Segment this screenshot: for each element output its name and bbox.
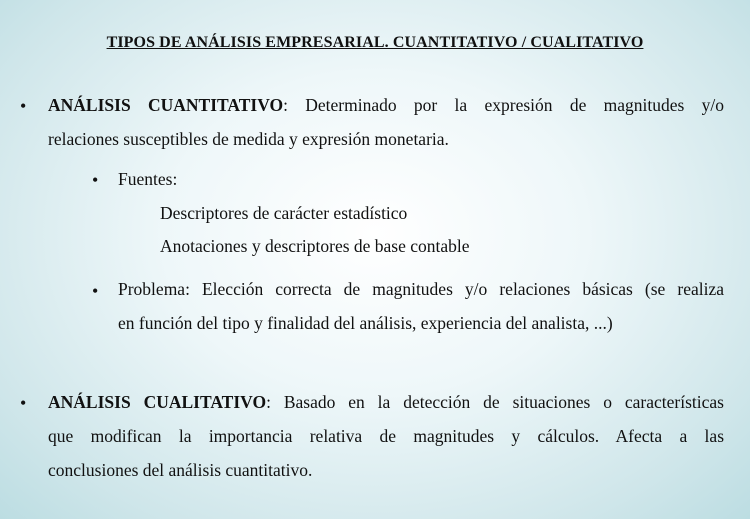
- problema-line-2: en función del tipo y finalidad del análisis, experiencia del analista, ...): [118, 313, 613, 333]
- fuentes-item: Descriptores de carácter estadístico: [160, 203, 408, 223]
- fuentes-item: Anotaciones y descriptores de base contable: [160, 236, 470, 256]
- bullet-cualitativo: •: [20, 393, 27, 413]
- fuentes-label: Fuentes:: [118, 169, 178, 189]
- cuantitativo-heading: ANÁLISIS CUANTITATIVO: [48, 95, 284, 115]
- bullet-problema: •: [92, 281, 99, 301]
- bullet-fuentes: •: [92, 170, 99, 190]
- cuantitativo-line-1: ANÁLISIS CUANTITATIVO: Determinado por la expresión de magnitudes y/o: [48, 95, 724, 115]
- cualitativo-heading: ANÁLISIS CUALITATIVO: [48, 392, 267, 412]
- cuantitativo-paragraph: [48, 88, 724, 156]
- cualitativo-line-2: que modifican la importancia relativa de magnitudes y cálculos. Afecta a las: [48, 426, 724, 446]
- cualitativo-line-1: ANÁLISIS CUALITATIVO: Basado en la detección de situaciones o características: [48, 392, 724, 412]
- problema-paragraph: [118, 272, 724, 340]
- problema-line-1: Problema: Elección correcta de magnitudes y/o relaciones básicas (se realiza: [118, 279, 724, 299]
- cualitativo-paragraph: [48, 385, 724, 487]
- cuantitativo-line-2: relaciones susceptibles de medida y expresión monetaria.: [48, 129, 449, 149]
- cualitativo-line-3: conclusiones del análisis cuantitativo.: [48, 460, 313, 480]
- slide-title: TIPOS DE ANÁLISIS EMPRESARIAL. CUANTITATIVO / CUALITATIVO: [106, 34, 644, 51]
- bullet-cuantitativo: •: [20, 96, 27, 116]
